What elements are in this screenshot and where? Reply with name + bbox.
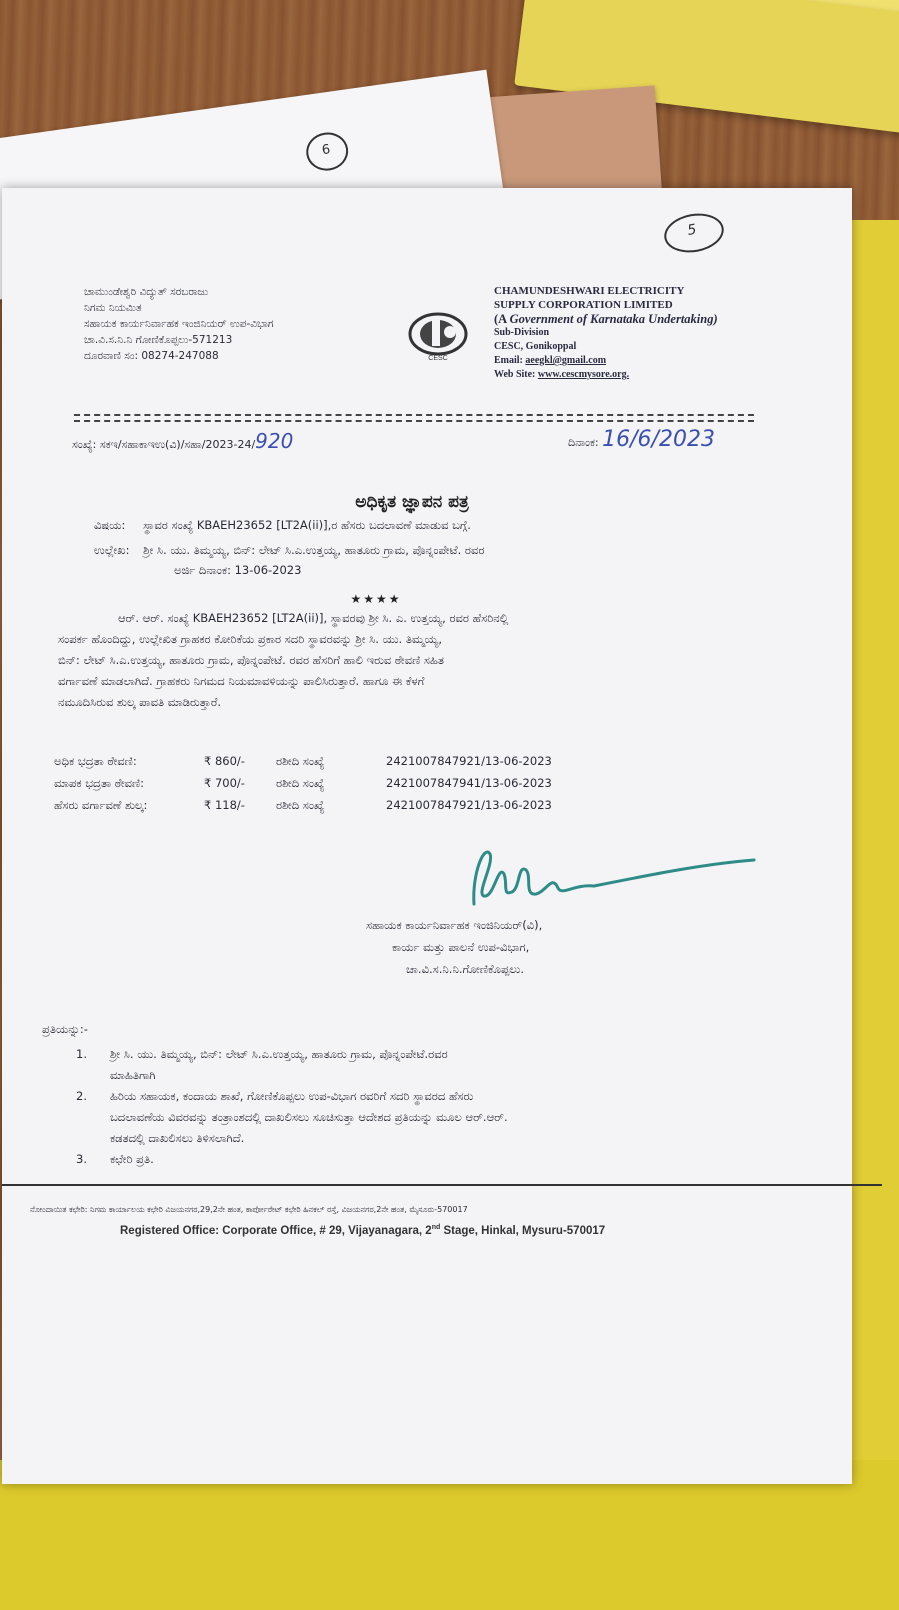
yellow-folder-right bbox=[850, 220, 899, 1520]
corp-name-line1: CHAMUNDESHWARI ELECTRICITY bbox=[494, 285, 685, 297]
signature bbox=[454, 834, 774, 924]
copy-item: 2. ಹಿರಿಯ ಸಹಾಯಕ, ಕಂದಾಯ ಶಾಖೆ, ಗೋಣಿಕೊಪ್ಪಲು ಉಪ-ವಿಭಾಗ ರವರಿಗೆ ಸದರಿ ಸ್ಥಾವರದ ಹೆಸರು ಬದಲಾವಣೆಯ ವಿವರವನ್ನು ತಂತ್ರಾಂಶದಲ್ಲಿ ದಾಖಲಿಸಲು ಸೂಚಿಸುತ್ತಾ ಆದೇಶದ ಪ್ರತಿಯನ್ನು ಮೂಲ ಆರ್.ಆರ್. ಕಡತದಲ್ಲಿ ದಾಖಲಿಸಲು ತಿಳಿಸಲಾಗಿದೆ. bbox=[76, 1089, 508, 1145]
reference-block: ಉಲ್ಲೇಖ: ಶ್ರೀ ಸಿ. ಯು. ತಿಮ್ಮಯ್ಯ, ಬಿನ್: ಲೇಟ್ ಸಿ.ಎ.ಉತ್ತಯ್ಯ, ಹಾತೂರು ಗ್ರಾಮ, ಪೊನ್ನಂಪೇಟೆ. ರವರ ಅರ್ಜಿ ದಿನಾಂಕ: 13-06-2023 bbox=[94, 543, 485, 577]
email-link[interactable]: aeegkl@gmail.com bbox=[525, 355, 607, 366]
letter-title: ಅಧಿಕೃತ ಜ್ಞಾಪನ ಪತ್ರ bbox=[355, 492, 469, 512]
header-kn-line: ದೂರವಾಣಿ ಸಂ: 08274-247088 bbox=[84, 350, 219, 362]
body-line: ಬಿನ್: ಲೇಟ್ ಸಿ.ಎ.ಉತ್ತಯ್ಯ, ಹಾತೂರು ಗ್ರಾಮ, ಪೊನ್ನಂಪೇಟೆ. ರವರ ಹೆಸರಿಗೆ ಹಾಲಿ ಇರುವ ಠೇವಣಿ ಸಹಿತ bbox=[58, 653, 445, 667]
header-english bbox=[494, 284, 718, 382]
reference-date: ದಿನಾಂಕ: 16/6/2023 bbox=[568, 427, 715, 452]
signatory-line: ಚಾ.ವಿ.ಸ.ನಿ.ನಿ.ಗೋಣಿಕೊಪ್ಪಲು. bbox=[406, 962, 524, 976]
body-line: ಸಂಪರ್ಕ ಹೊಂದಿದ್ದು, ಉಲ್ಲೇಖಿತ ಗ್ರಾಹಕರ ಕೋರಿಕೆಯ ಪ್ರಕಾರ ಸದರಿ ಸ್ಥಾವರವನ್ನು ಶ್ರೀ ಸಿ. ಯು. ತಿಮ್ಮಯ್ಯ, bbox=[58, 632, 443, 646]
header-divider bbox=[74, 420, 754, 422]
handwritten-date: 16/6/2023 bbox=[602, 427, 715, 452]
fees-table bbox=[54, 750, 552, 816]
signatory-line: ಸಹಾಯಕ ಕಾರ್ಯನಿರ್ವಾಹಕ ಇಂಜಿನಿಯರ್(ವಿ), bbox=[366, 918, 543, 932]
fee-row: ಅಧಿಕ ಭದ್ರತಾ ಠೇವಣಿ: ₹ 860/- ರಶೀದಿ ಸಂಖ್ಯೆ 2421007847921/13-06-2023 bbox=[54, 754, 552, 768]
copies-list bbox=[76, 1044, 816, 1170]
copy-item: 1. ಶ್ರೀ ಸಿ. ಯು. ತಿಮ್ಮಯ್ಯ, ಬಿನ್: ಲೇಟ್ ಸಿ.ಎ.ಉತ್ತಯ್ಯ, ಹಾತೂರು ಗ್ರಾಮ, ಪೊನ್ನಂಪೇಟೆ.ರವರ ಮಾಹಿತಿಗಾಗಿ bbox=[76, 1047, 448, 1082]
body-line: ಆರ್. ಆರ್. ಸಂಖ್ಯೆ KBAEH23652 [LT2A(ii)], ಸ್ಥಾವರವು ಶ್ರೀ ಸಿ. ಎ. ಉತ್ತಯ್ಯ, ರವರ ಹೆಸರಿನಲ್ಲಿ bbox=[118, 611, 509, 625]
letter-page bbox=[2, 188, 852, 1484]
fee-row: ಮಾಪಕ ಭದ್ರತಾ ಠೇವಣಿ: ₹ 700/- ರಶೀದಿ ಸಂಖ್ಯೆ 2421007847941/13-06-2023 bbox=[54, 776, 552, 790]
svg-text:CESC: CESC bbox=[428, 355, 448, 362]
email-line: Email: aeegkl@gmail.com bbox=[494, 355, 607, 366]
header-kn-line: ಚಾ.ವಿ.ಸ.ನಿ.ನಿ ಗೋಣಿಕೊಪ್ಪಲು-571213 bbox=[84, 334, 233, 346]
page-mark-circle: 5 bbox=[661, 209, 727, 257]
website-link[interactable]: www.cescmysore.org. bbox=[537, 369, 630, 380]
copies-label: ಪ್ರತಿಯನ್ನು:- bbox=[42, 1022, 88, 1036]
reference-number: ಸಂಖ್ಯೆ: ಸಕಇ/ಸಹಾಕಾಇಉ(ವಿ)/ಸಹಾ/2023-24/920 bbox=[72, 429, 294, 453]
header-divider bbox=[74, 414, 754, 416]
header-kn-line: ಸಹಾಯಕ ಕಾರ್ಯನಿರ್ವಾಹಕ ಇಂಜಿನಿಯರ್ ಉಪ-ವಿಭಾಗ bbox=[84, 318, 274, 330]
signatory-block bbox=[366, 914, 542, 980]
header-kannada bbox=[84, 284, 274, 364]
office-name: CESC, Gonikoppal bbox=[494, 341, 577, 352]
corp-name-line2: SUPPLY CORPORATION LIMITED bbox=[494, 299, 673, 311]
body-paragraph bbox=[58, 608, 798, 713]
footer-kannada: ನೋಂದಾಯಿತ ಕಛೇರಿ: ನಿಗಮ ಕಾರ್ಯಾಲಯ ಕಛೇರಿ ವಿಜಯನಗರ,29,2ನೇ ಹಂತ, ಕಾರ್ಪೋರೇಟ್ ಕಛೇರಿ ಹಿನಕಲ್ ರಸ್ತೆ, ವಿಜಯನಗರ,2ನೇ ಹಂತ, ಮೈಸೂರು-570017 bbox=[30, 1205, 468, 1214]
subject-line: ವಿಷಯ: ಸ್ಥಾವರ ಸಂಖ್ಯೆ KBAEH23652 [LT2A(ii)],ರ ಹೆಸರು ಬದಲಾವಣೆ ಮಾಡುವ ಬಗ್ಗೆ. bbox=[94, 518, 471, 532]
sub-division: Sub-Division bbox=[494, 327, 550, 338]
header-kn-line: ಚಾಮುಂಡೇಶ್ವರಿ ವಿದ್ಯುತ್ ಸರಬರಾಜು bbox=[84, 286, 209, 298]
fee-row: ಹೆಸರು ವರ್ಗಾವಣೆ ಶುಲ್ಕ: ₹ 118/- ರಶೀದಿ ಸಂಖ್ಯೆ 2421007847921/13-06-2023 bbox=[54, 798, 552, 812]
body-line: ವರ್ಗಾವಣೆ ಮಾಡಲಾಗಿದೆ. ಗ್ರಾಹಕರು ನಿಗಮದ ನಿಯಮಾವಳಿಯನ್ನು ಪಾಲಿಸಿರುತ್ತಾರೆ. ಹಾಗೂ ಈ ಕೆಳಗೆ bbox=[58, 674, 425, 688]
corp-undertaking: (A Government of Karnataka Undertaking) bbox=[494, 312, 718, 326]
back-circle-mark: 6 bbox=[304, 130, 351, 173]
website-line: Web Site: www.cescmysore.org. bbox=[494, 369, 630, 380]
signatory-line: ಕಾರ್ಯ ಮತ್ತು ಪಾಲನೆ ಉಪ-ವಿಭಾಗ, bbox=[392, 940, 530, 954]
copy-item: 3. ಕಛೇರಿ ಪ್ರತಿ. bbox=[76, 1152, 154, 1166]
handwritten-number: 920 bbox=[255, 429, 294, 453]
footer-registered-office: Registered Office: Corporate Office, # 29, Vijayanagara, 2nd Stage, Hinkal, Mysuru-570017 bbox=[120, 1224, 606, 1237]
cesc-logo bbox=[406, 310, 470, 362]
body-line: ನಮೂದಿಸಿರುವ ಶುಲ್ಕ ಪಾವತಿ ಮಾಡಿರುತ್ತಾರೆ. bbox=[58, 695, 222, 709]
header-kn-line: ನಿಗಮ ನಿಯಮಿತ bbox=[84, 302, 142, 314]
footer-divider bbox=[2, 1184, 882, 1186]
stars: ★★★★ bbox=[350, 592, 402, 606]
